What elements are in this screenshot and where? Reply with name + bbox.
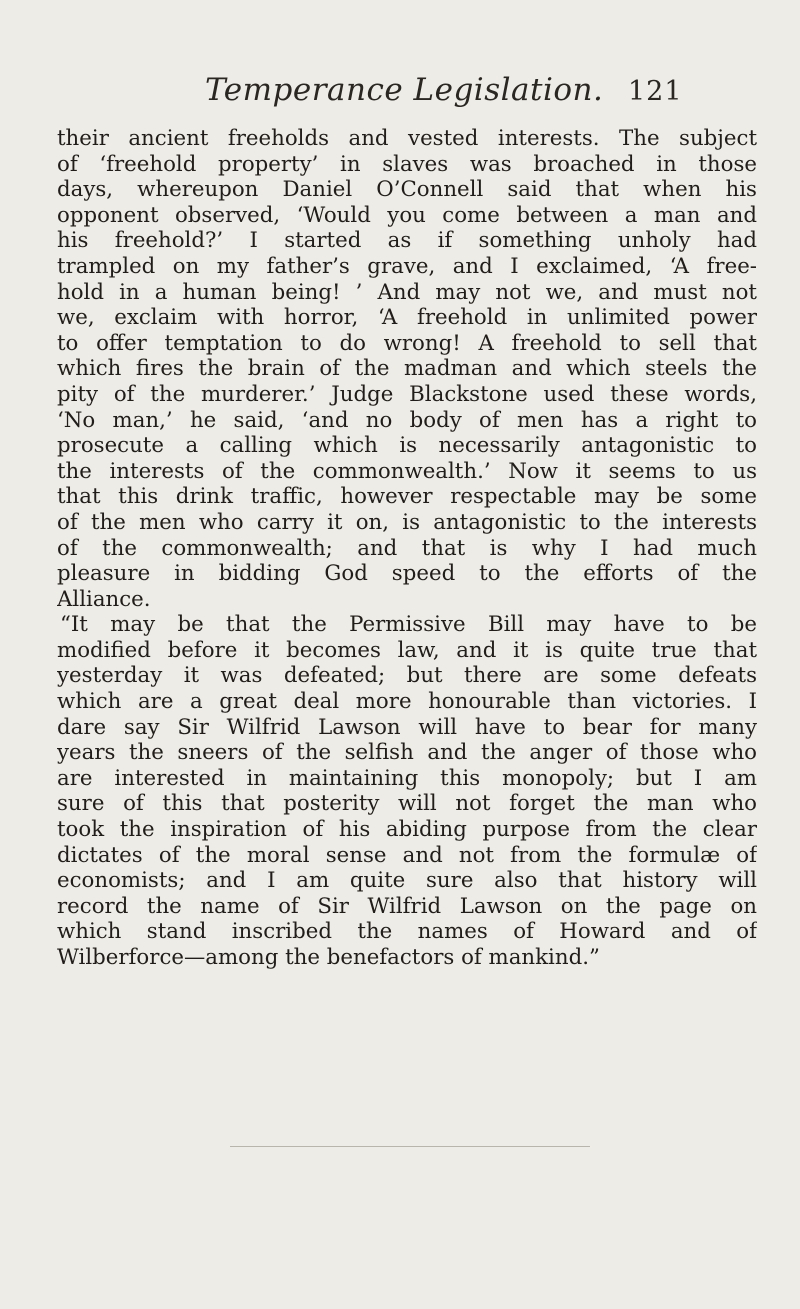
text-line: sure of this that posterity will not forget the man who: [57, 791, 757, 817]
body-text: [57, 126, 757, 971]
text-line: modified before it becomes law, and it is quite true that: [57, 637, 757, 663]
text-line: which fires the brain of the madman and which steels the: [57, 356, 757, 382]
text-line: yesterday it was defeated; but there are some defeats: [57, 663, 757, 689]
text-line: dare say Sir Wilfrid Lawson will have to bear for many: [57, 714, 757, 740]
text-line: years the sneers of the selfish and the anger of those who: [57, 740, 757, 766]
text-line: economists; and I am quite sure also that history will: [57, 868, 757, 894]
text-line: his freehold?’ I started as if something unholy had: [57, 228, 757, 254]
text-line: took the inspiration of his abiding purpose from the clear: [57, 817, 757, 843]
page-number: 121: [628, 76, 683, 107]
text-line: the interests of the commonwealth.’ Now it seems to us: [57, 458, 757, 484]
text-line: pleasure in bidding God speed to the efforts of the: [57, 561, 757, 587]
text-line: prosecute a calling which is necessarily antagonistic to: [57, 433, 757, 459]
text-line: hold in a human being! ’ And may not we, and must not: [57, 279, 757, 305]
text-line: trampled on my father’s grave, and I exclaimed, ‘A free-: [57, 253, 757, 279]
text-line: are interested in maintaining this monopoly; but I am: [57, 765, 757, 791]
text-line: to offer temptation to do wrong! A freehold to sell that: [57, 330, 757, 356]
text-line: their ancient freeholds and vested interests. The subject: [57, 126, 757, 151]
text-line: Alliance.: [57, 586, 151, 612]
text-line: record the name of Sir Wilfrid Lawson on the page on: [57, 893, 757, 919]
text-line: pity of the murderer.’ Judge Blackstone used these words,: [57, 381, 757, 407]
text-line: dictates of the moral sense and not from the formulæ of: [57, 842, 757, 868]
running-head: [0, 72, 800, 112]
text-line: we, exclaim with horror, ‘A freehold in unlimited power: [57, 305, 757, 331]
bottom-rule: [230, 1146, 590, 1147]
text-line: of the men who carry it on, is antagonistic to the interests: [57, 509, 757, 535]
text-line: Wilberforce—among the benefactors of mankind.”: [57, 945, 600, 970]
text-line: that this drink traffic, however respectable may be some: [57, 484, 757, 510]
text-line: days, whereupon Daniel O’Connell said that when his: [57, 177, 757, 203]
text-line: of ‘freehold property’ in slaves was broached in those: [57, 151, 757, 177]
text-line: of the commonwealth; and that is why I had much: [57, 535, 757, 561]
text-line: “It may be that the Permissive Bill may have to be: [60, 612, 757, 638]
text-line: which stand inscribed the names of Howard and of: [57, 919, 757, 945]
text-line: ‘No man,’ he said, ‘and no body of men has a right to: [57, 407, 757, 433]
text-line: which are a great deal more honourable than victories. I: [57, 689, 757, 715]
text-line: opponent observed, ‘Would you come between a man and: [57, 202, 757, 228]
running-title: Temperance Legislation.: [205, 72, 604, 108]
